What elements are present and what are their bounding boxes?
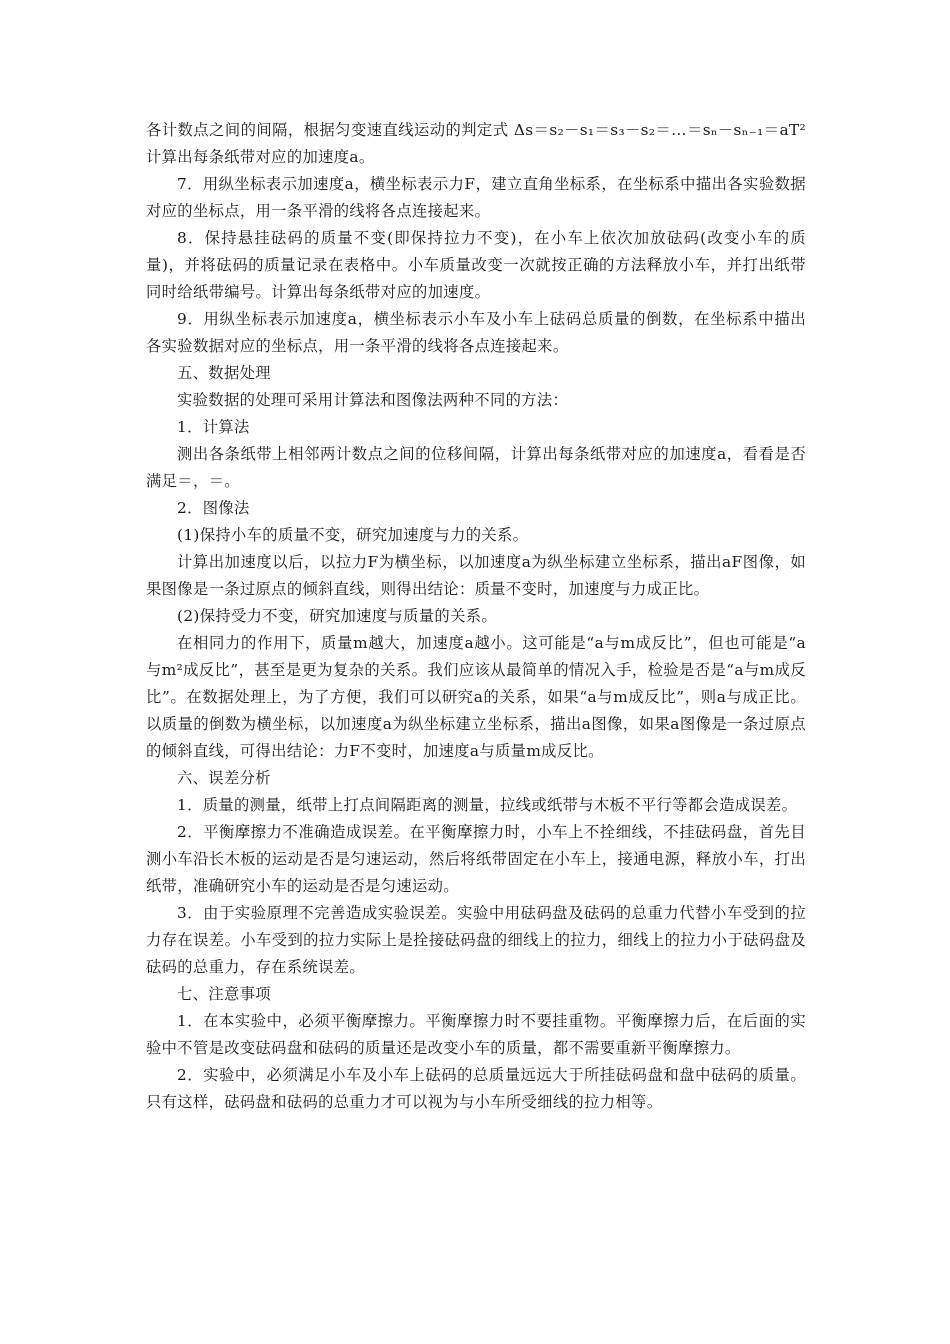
section-heading-error-analysis: 六、误差分析 [177,769,271,787]
paragraph-note-1: 1．在本实验中，必须平衡摩擦力。平衡摩擦力时不要挂重物。平衡摩擦力后，在后面的实验中不管是改变砝码盘和砝码的质量还是改变小车的质量，都不需要重新平衡摩擦力。 [146,1012,806,1057]
paragraph-error-3: 3．由于实验原理不完善造成实验误差。实验中用砝码盘及砝码的总重力代替小车受到的拉力存在误差。小车受到的拉力实际上是拴接砝码盘的细线上的拉力，细线上的拉力小于砝码盘及砝码的总重力，存在系统误差。 [146,904,806,976]
paragraph-error-2: 2．平衡摩擦力不准确造成误差。在平衡摩擦力时，小车上不拴细线，不挂砝码盘，首先目测小车沿长木板的运动是否是匀速运动，然后将纸带固定在小车上，接通电源，释放小车，打出纸带，准确研究小车的运动是否是匀速运动。 [146,823,806,895]
paragraph-graph-force-constant: (2)保持受力不变，研究加速度与质量的关系。 [177,607,498,625]
paragraph-formula: 各计数点之间的间隔，根据匀变速直线运动的判定式 Δs＝s₂－s₁＝s₃－s₂＝…＝sₙ－sₙ₋₁＝aT²计算出每条纸带对应的加速度a。 [146,121,806,166]
paragraph-note-2: 2．实验中，必须满足小车及小车上砝码的总质量远远大于所挂砝码盘和盘中砝码的质量。只有这样，砝码盘和砝码的总重力才可以视为与小车所受细线的拉力相等。 [146,1066,806,1111]
paragraph-calculation-method: 测出各条纸带上相邻两计数点之间的位移间隔，计算出每条纸带对应的加速度a，看看是否满足＝，＝。 [146,445,806,490]
section-heading-data-processing: 五、数据处理 [177,364,271,382]
subheading-calculation-method: 1．计算法 [177,418,250,436]
paragraph-step-9: 9．用纵坐标表示加速度a，横坐标表示小车及小车上砝码总质量的倒数，在坐标系中描出各实验数据对应的坐标点，用一条平滑的线将各点连接起来。 [146,310,806,355]
section-heading-notes: 七、注意事项 [177,985,271,1003]
subheading-graph-method: 2．图像法 [177,499,250,517]
paragraph-graph-mass-conclusion: 在相同力的作用下，质量m越大，加速度a越小。这可能是“a与m成反比”，但也可能是“a与m²成反比”，甚至是更为复杂的关系。我们应该从最简单的情况入手，检验是否是“a与m成反比”。在数据处理上，为了方便，我们可以研究a的关系，如果“a与m成反比”，则a与成正比。以质量的倒数为横坐标，以加速度a为纵坐标建立坐标系，描出a图像，如果a图像是一条过原点的倾斜直线，可得出结论：力F不变时，加速度a与质量m成反比。 [146,634,806,760]
paragraph-graph-force-conclusion: 计算出加速度以后，以拉力F为横坐标，以加速度a为纵坐标建立坐标系，描出aF图像，如果图像是一条过原点的倾斜直线，则得出结论：质量不变时，加速度与力成正比。 [146,553,806,598]
paragraph-step-7: 7．用纵坐标表示加速度a，横坐标表示力F，建立直角坐标系，在坐标系中描出各实验数据对应的坐标点，用一条平滑的线将各点连接起来。 [146,175,806,220]
paragraph-methods-intro: 实验数据的处理可采用计算法和图像法两种不同的方法： [177,391,569,409]
paragraph-step-8: 8．保持悬挂砝码的质量不变(即保持拉力不变)，在小车上依次加放砝码(改变小车的质量)，并将砝码的质量记录在表格中。小车质量改变一次就按正确的方法释放小车，并打出纸带同时给纸带编号。计算出每条纸带对应的加速度。 [146,229,806,301]
document-body [146,117,806,1116]
paragraph-error-1: 1．质量的测量，纸带上打点间隔距离的测量，拉线或纸带与木板不平行等都会造成误差。 [177,796,798,814]
paragraph-graph-mass-constant: (1)保持小车的质量不变，研究加速度与力的关系。 [177,526,529,544]
